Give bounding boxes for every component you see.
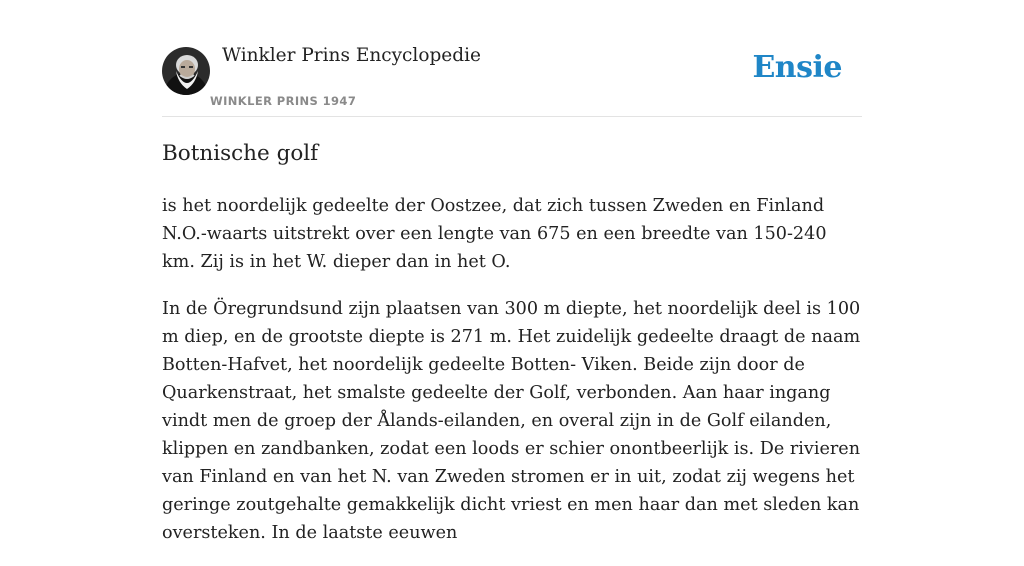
article-title: Botnische golf — [162, 141, 319, 166]
header — [162, 0, 862, 117]
bearded-man-portrait-icon — [162, 47, 210, 95]
brand-logo[interactable]: Ensie — [752, 50, 842, 85]
article-body — [162, 192, 862, 566]
article-paragraph: In de Öregrundsund zijn plaatsen van 300 m diepte, het noordelijk deel is 100 m diep, en de grootste diepte is 271 m. Het zuidelijk gedeelte draagt de naam Botten-Hafvet, het noordelijk gedeelte Botten- Viken. Beide zijn door de Quarkenstraat, het smalste gedeelte der Golf, verbonden. Aan haar ingang vindt men de groep der Ålands-eilanden, en overal zijn in de Golf eilanden, klippen en zandbanken, zodat een loods er schier onontbeerlijk is. De rivieren van Finland en van het N. van Zweden stromen er in uit, zodat zij wegens het geringe zoutgehalte gemakkelijk dicht vriest en men haar dan met sleden kan oversteken. In de laatste eeuwen — [162, 299, 861, 543]
avatar[interactable] — [162, 47, 210, 95]
article-paragraph: is het noordelijk gedeelte der Oostzee, dat zich tussen Zweden en Finland N.O.-waarts uitstrekt over een lengte van 675 en een breedte van 150-240 km. Zij is in het W. dieper dan in het O. — [162, 196, 827, 272]
source-subtitle[interactable]: WINKLER PRINS 1947 — [210, 94, 357, 108]
page — [162, 0, 862, 543]
source-title[interactable]: Winkler Prins Encyclopedie — [222, 45, 481, 66]
